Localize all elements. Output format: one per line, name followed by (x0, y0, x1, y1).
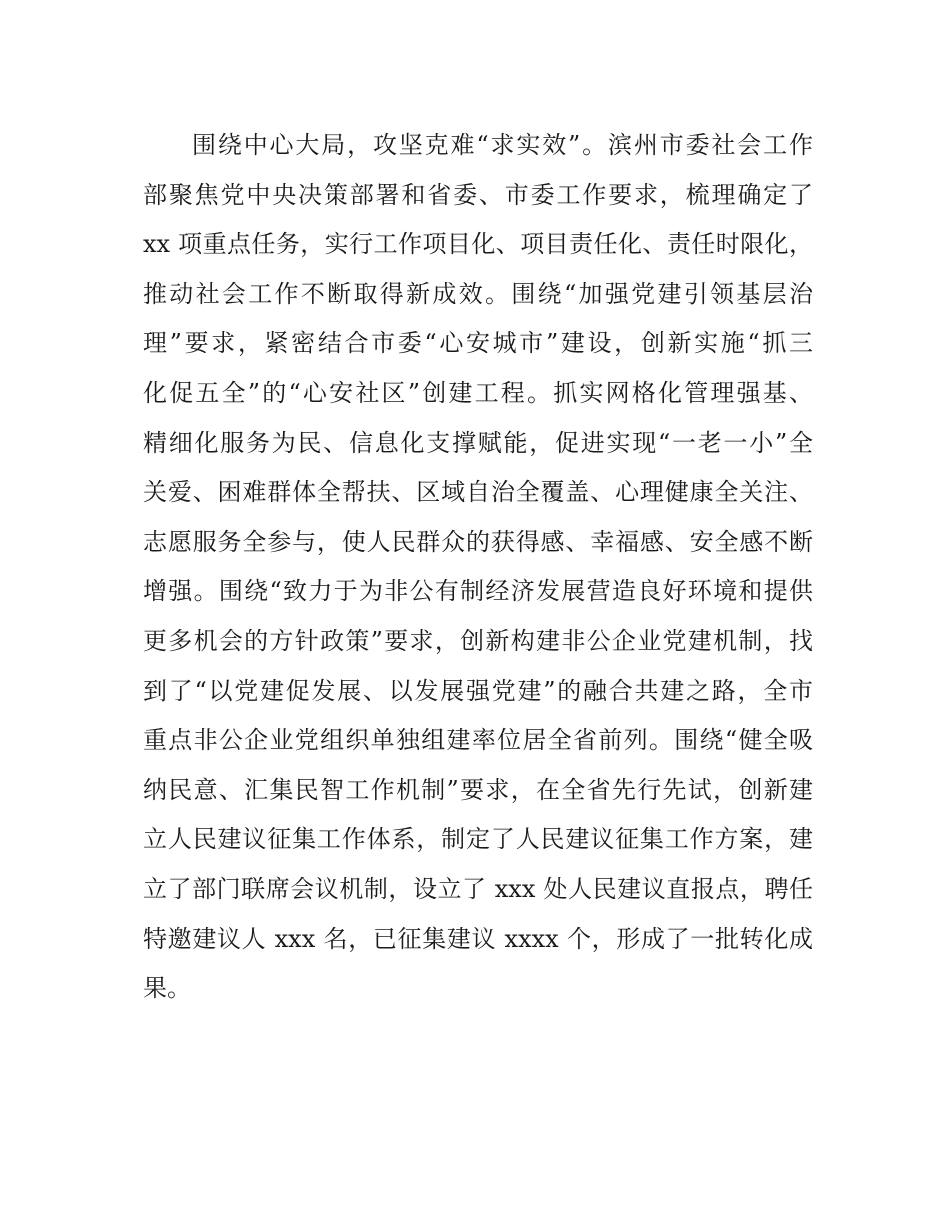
paragraph-line: 推动社会工作不断取得新成效。围绕“加强党建引领基层治 (143, 279, 813, 308)
paragraph-line: 重点非公企业党组织单独组建率位居全省前列。围绕“健全吸 (143, 726, 813, 755)
paragraph-line: 果。 (143, 974, 191, 1003)
paragraph-line: 围绕中心大局，攻坚克难“求实效”。滨州市委社会工作 (192, 131, 813, 159)
paragraph-line: 立了部门联席会议机制，设立了 xxx 处人民建议直报点，聘任 (143, 874, 813, 903)
paragraph-line: 部聚焦党中央决策部署和省委、市委工作要求，梳理确定了 (143, 180, 813, 209)
paragraph-line: 特邀建议人 xxx 名，已征集建议 xxxx 个，形成了一批转化成 (143, 924, 813, 953)
body-paragraph (143, 121, 813, 1014)
paragraph-line: 理”要求，紧密结合市委“心安城市”建设，创新实施“抓三 (143, 329, 813, 358)
paragraph-line: 到了“以党建促发展、以发展强党建”的融合共建之路，全市 (143, 676, 813, 705)
paragraph-line: 精细化服务为民、信息化支撑赋能，促进实现“一老一小”全 (143, 428, 813, 457)
paragraph-line: 更多机会的方针政策”要求，创新构建非公企业党建机制，找 (143, 626, 813, 655)
paragraph-line: 纳民意、汇集民智工作机制”要求，在全省先行先试，创新建 (143, 775, 813, 804)
paragraph-line: 化促五全”的“心安社区”创建工程。抓实网格化管理强基、 (143, 378, 813, 407)
paragraph-line: 关爱、困难群体全帮扶、区域自治全覆盖、心理健康全关注、 (143, 478, 813, 507)
paragraph-line: 立人民建议征集工作体系，制定了人民建议征集工作方案，建 (143, 825, 813, 854)
paragraph-line: xx 项重点任务，实行工作项目化、项目责任化、责任时限化， (143, 230, 813, 259)
paragraph-line: 志愿服务全参与，使人民群众的获得感、幸福感、安全感不断 (143, 527, 813, 556)
paragraph-line: 增强。围绕“致力于为非公有制经济发展营造良好环境和提供 (143, 577, 813, 606)
